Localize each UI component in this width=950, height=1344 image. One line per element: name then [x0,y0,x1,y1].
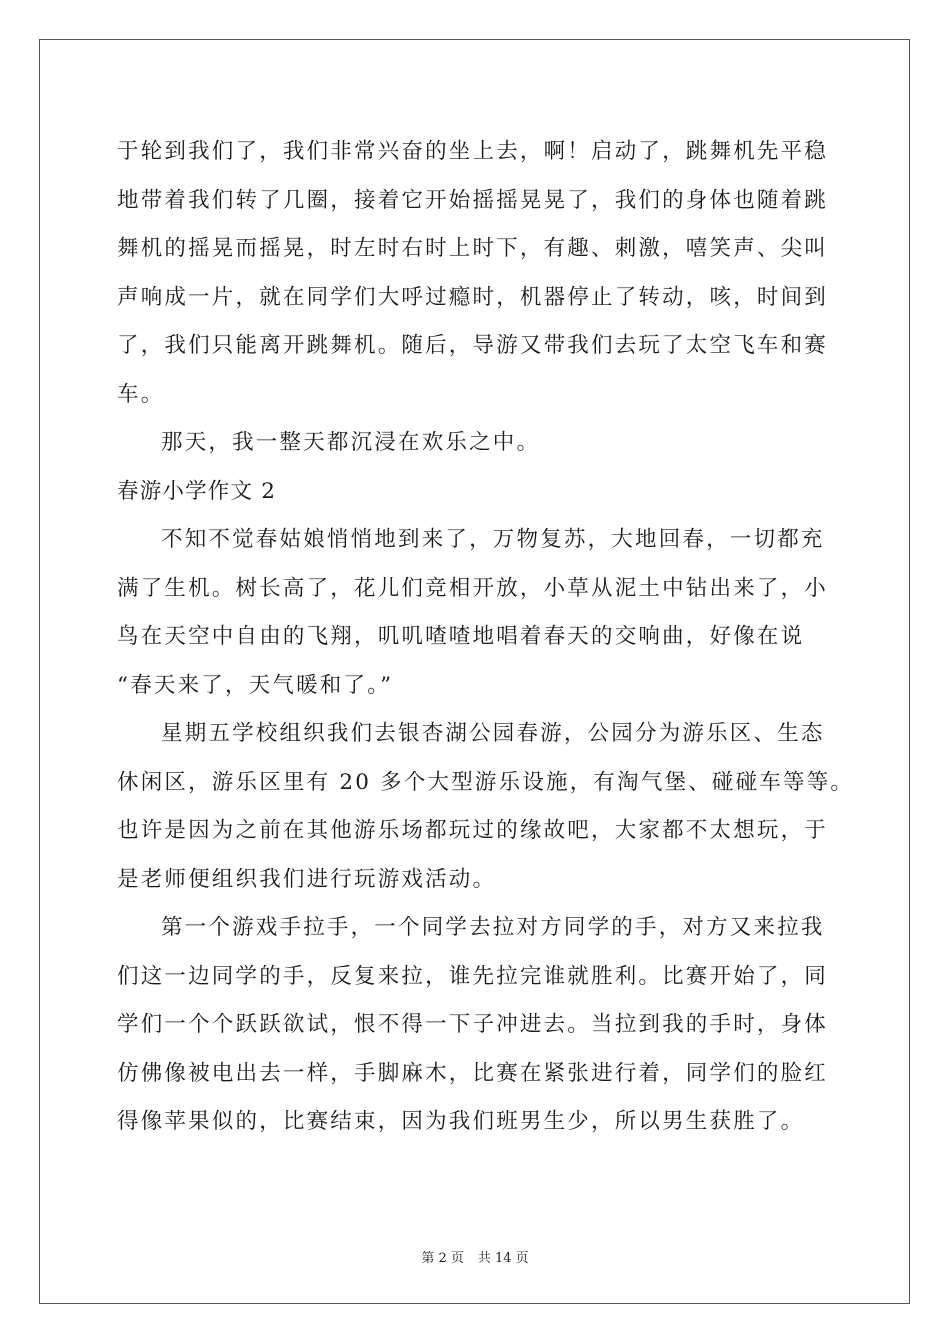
text-line: 是老师便组织我们进行玩游戏活动。 [117,866,497,892]
text-line: “春天来了，天气暖和了。” [117,672,394,698]
text-line: 声响成一片，就在同学们大呼过瘾时，机器停止了转动，咳，时间到 [117,284,829,310]
page-number: 第 2 页 [421,1251,464,1266]
text-line: 了，我们只能离开跳舞机。随后，导游又带我们去玩了太空飞车和赛 [117,333,829,358]
text-line: 于轮到我们了，我们非常兴奋的坐上去，啊！启动了，跳舞机先平稳 [117,139,829,164]
text-line: 地带着我们转了几圈，接着它开始摇摇晃晃了，我们的身体也随着跳 [117,187,829,213]
text-line: 得像苹果似的，比赛结束，因为我们班男生少，所以男生获胜了。 [117,1109,805,1134]
page-footer [0,1247,950,1266]
text-line: 也许是因为之前在其他游乐场都玩过的缘故吧，大家都不太想玩，于 [117,818,829,843]
paragraph-start: 那天，我一整天都沉浸在欢乐之中。 [161,430,541,455]
page-total: 共 14 页 [477,1251,529,1266]
text-line: 们这一边同学的手，反复来拉，谁先拉完谁就胜利。比赛开始了，同 [117,963,829,989]
text-line: 车。 [117,381,165,407]
text-line: 鸟在天空中自由的飞翔，叽叽喳喳地唱着春天的交响曲，好像在说 [117,624,805,649]
section-heading: 春游小学作文 2 [117,478,277,504]
text-line: 学们一个个跃跃欲试，恨不得一下子冲进去。当拉到我的手时，身体 [117,1012,829,1037]
text-line: 满了生机。树长高了，花儿们竞相开放，小草从泥土中钻出来了，小 [117,575,829,601]
text-line: 仿佛像被电出去一样，手脚麻木，比赛在紧张进行着，同学们的脸红 [117,1060,829,1086]
document-body [117,128,855,1147]
paragraph-start: 不知不觉春姑娘悄悄地到来了，万物复苏，大地回春，一切都充 [161,527,825,552]
text-line: 休闲区，游乐区里有 20 多个大型游乐设施，有淘气堡、碰碰车等等。 [117,769,855,795]
text-line: 舞机的摇晃而摇晃，时左时右时上时下，有趣、刺激，嘻笑声、尖叫 [117,236,829,261]
paragraph-start: 星期五学校组织我们去银杏湖公园春游，公园分为游乐区、生态 [161,721,825,746]
paragraph-start: 第一个游戏手拉手，一个同学去拉对方同学的手，对方又来拉我 [161,915,825,940]
